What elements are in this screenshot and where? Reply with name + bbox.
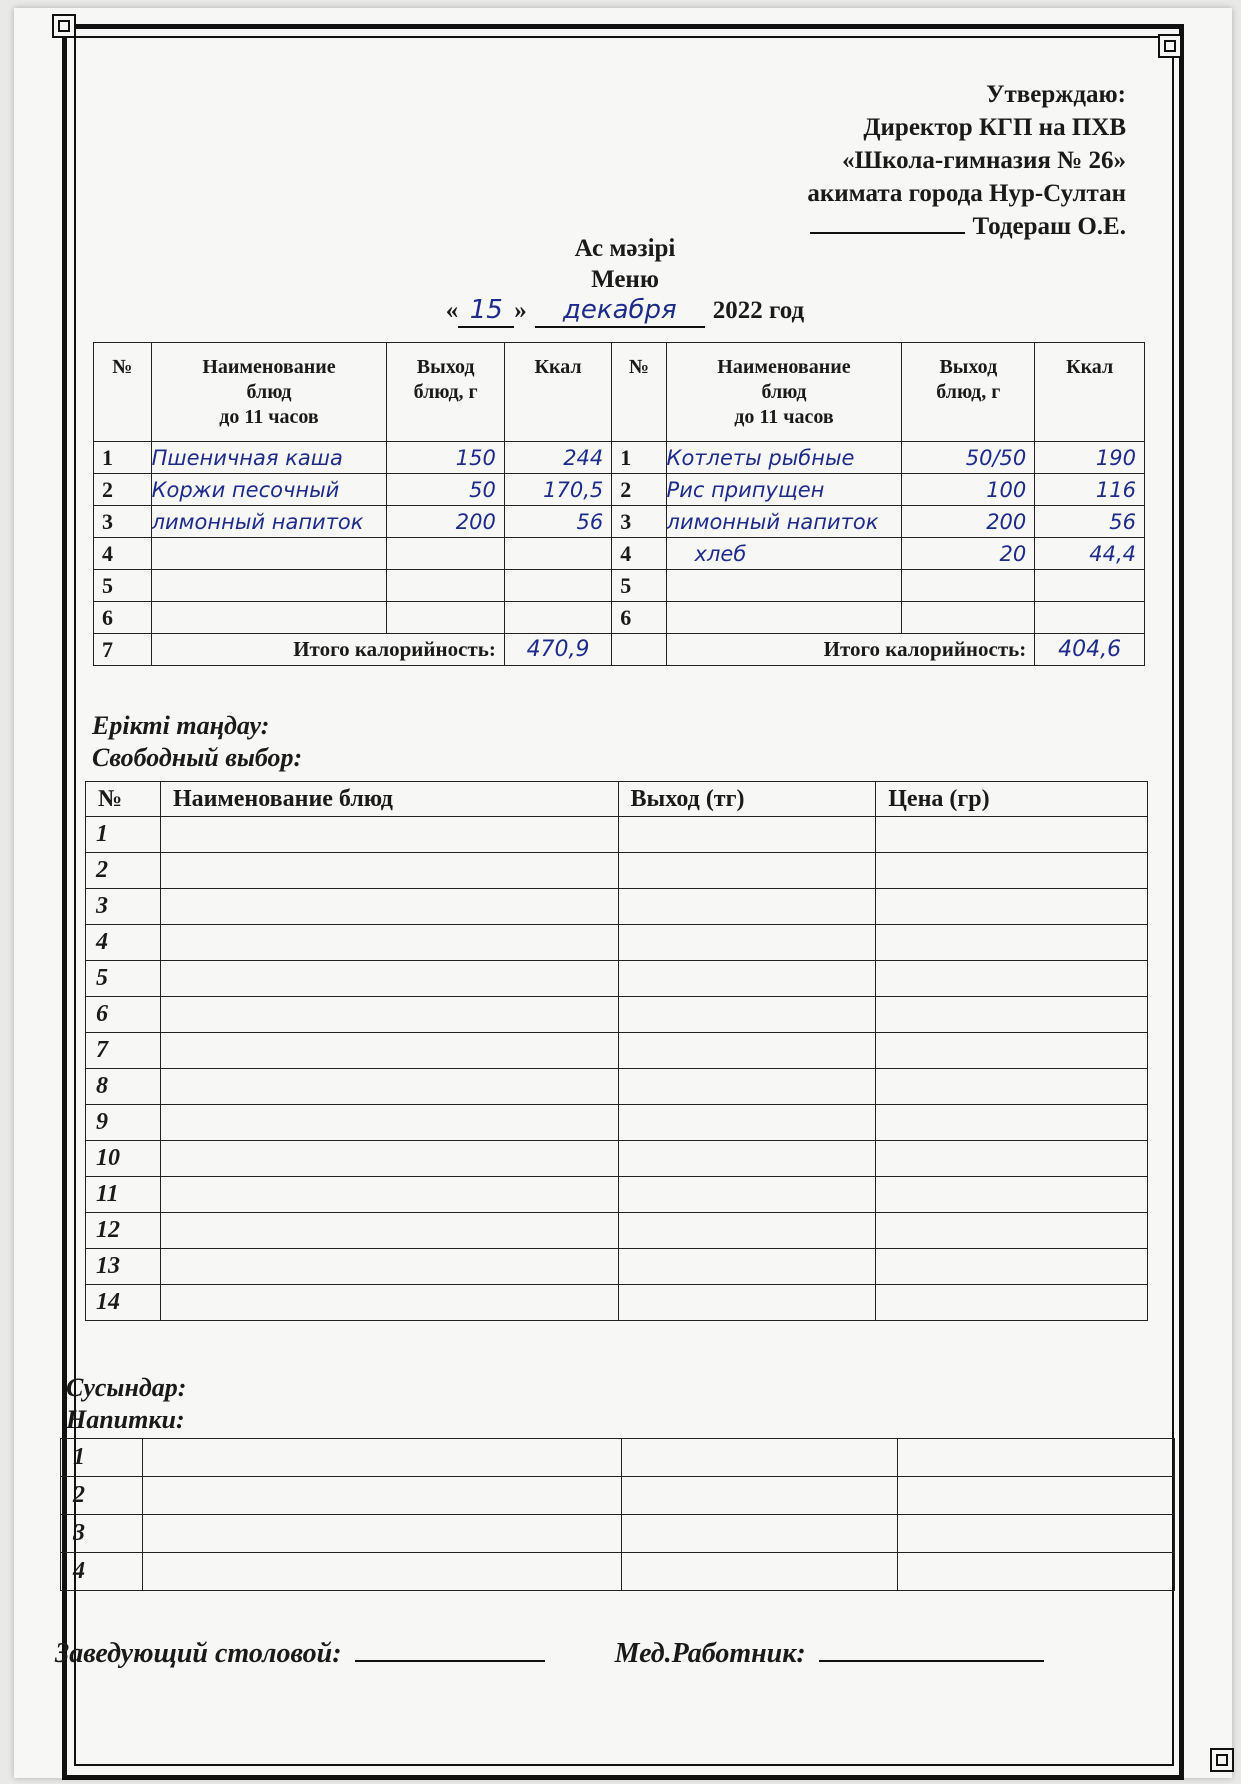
date-month-field <box>535 295 705 328</box>
drinks-title-ru: Напитки: <box>66 1405 185 1434</box>
dish-kcal: 190 <box>1035 442 1145 474</box>
row-number: 3 <box>94 506 152 538</box>
row-number: 4 <box>61 1553 143 1591</box>
dish-output: 20 <box>902 538 1035 570</box>
medic-label: Мед.Работник: <box>614 1638 806 1669</box>
drink-name <box>142 1515 622 1553</box>
table-row <box>86 853 1148 889</box>
free-choice-table <box>85 781 1148 1321</box>
dish-price <box>876 1213 1148 1249</box>
dish-name <box>160 925 618 961</box>
col-header-num: № <box>86 782 161 817</box>
col-header-kcal: Ккал <box>1035 343 1145 442</box>
table-row <box>86 1033 1148 1069</box>
col-header-output: Выход блюд, г <box>902 343 1035 442</box>
drink-output <box>622 1515 898 1553</box>
row-number: 1 <box>61 1439 143 1477</box>
table-row <box>86 1285 1148 1321</box>
col-header-name: Наименование блюд до 11 часов <box>151 343 387 442</box>
date-month: декабря <box>562 295 677 325</box>
dish-name <box>160 1213 618 1249</box>
dish-output: 50 <box>387 474 504 506</box>
date-quote-open: « <box>445 297 459 324</box>
row-number: 11 <box>86 1177 161 1213</box>
row-number: 2 <box>61 1477 143 1515</box>
dish-name: Котлеты рыбные <box>666 442 902 474</box>
dish-name <box>666 602 902 634</box>
dish-name <box>666 570 902 602</box>
dish-name <box>160 1033 618 1069</box>
dish-output <box>387 538 504 570</box>
dish-output <box>387 570 504 602</box>
dish-name <box>160 997 618 1033</box>
row-number: 4 <box>612 538 666 570</box>
dish-name: хлеб <box>666 538 902 570</box>
dish-output <box>618 1141 876 1177</box>
drink-output <box>622 1439 898 1477</box>
dish-output: 100 <box>902 474 1035 506</box>
dish-name: Коржи песочный <box>151 474 387 506</box>
empty-cell <box>612 634 666 666</box>
table-row <box>86 1249 1148 1285</box>
total-label: Итого калорийность: <box>666 634 1035 666</box>
col-header-name: Наименование блюд до 11 часов <box>666 343 902 442</box>
total-kcal-right: 404,6 <box>1035 634 1145 666</box>
dish-kcal <box>1035 570 1145 602</box>
row-number: 2 <box>612 474 666 506</box>
drinks-table <box>60 1438 1175 1591</box>
dish-name <box>151 602 387 634</box>
dish-name <box>160 961 618 997</box>
dish-output <box>618 1213 876 1249</box>
dish-output <box>618 925 876 961</box>
row-number: 6 <box>612 602 666 634</box>
dish-price <box>876 889 1148 925</box>
dish-kcal: 44,4 <box>1035 538 1145 570</box>
row-number: 5 <box>86 961 161 997</box>
drinks-title-kz: Сусындар: <box>66 1373 187 1402</box>
drink-output <box>622 1477 898 1515</box>
dish-name <box>151 538 387 570</box>
row-number: 2 <box>86 853 161 889</box>
dish-name <box>160 1285 618 1321</box>
date-quote-close: » <box>514 297 527 324</box>
dish-kcal <box>504 602 611 634</box>
table-row <box>86 997 1148 1033</box>
col-header-num: № <box>94 343 152 442</box>
menu-table <box>93 342 1145 666</box>
dish-price <box>876 1141 1148 1177</box>
table-row <box>61 1553 1175 1591</box>
free-choice-title <box>92 710 302 774</box>
row-number: 5 <box>94 570 152 602</box>
table-row <box>86 1213 1148 1249</box>
dish-output <box>618 1033 876 1069</box>
table-row <box>94 442 1145 474</box>
row-number: 3 <box>612 506 666 538</box>
canteen-head-label: Заведующий столовой: <box>55 1638 342 1669</box>
row-number: 13 <box>86 1249 161 1285</box>
dish-name <box>160 817 618 853</box>
drink-price <box>898 1515 1175 1553</box>
dish-name <box>151 570 387 602</box>
approval-block <box>606 78 1126 243</box>
title-russian: Меню <box>591 266 659 293</box>
table-row <box>86 1177 1148 1213</box>
dish-price <box>876 1177 1148 1213</box>
menu-table-header <box>94 343 1145 442</box>
dish-price <box>876 1069 1148 1105</box>
dish-output <box>618 1069 876 1105</box>
table-row <box>94 570 1145 602</box>
dish-kcal <box>504 538 611 570</box>
dish-output <box>902 570 1035 602</box>
row-number: 14 <box>86 1285 161 1321</box>
total-kcal-left: 470,9 <box>504 634 611 666</box>
drink-name <box>142 1439 622 1477</box>
date-day-field <box>458 295 514 328</box>
dish-name: лимонный напиток <box>151 506 387 538</box>
col-header-num: № <box>612 343 666 442</box>
dish-kcal <box>1035 602 1145 634</box>
table-row <box>86 1105 1148 1141</box>
dish-output <box>618 997 876 1033</box>
row-number: 3 <box>61 1515 143 1553</box>
canteen-head-signature-line <box>355 1638 545 1662</box>
medic-signature-line <box>819 1638 1044 1662</box>
dish-name <box>160 853 618 889</box>
corner-ornament <box>1210 1748 1234 1772</box>
date-year: 2022 год <box>712 297 805 324</box>
table-row <box>61 1515 1175 1553</box>
dish-kcal <box>504 570 611 602</box>
free-choice-header <box>86 782 1148 817</box>
table-row <box>86 925 1148 961</box>
table-row <box>86 961 1148 997</box>
table-row <box>86 889 1148 925</box>
table-row <box>94 506 1145 538</box>
table-row <box>61 1477 1175 1515</box>
table-row <box>61 1439 1175 1477</box>
col-header-output: Выход блюд, г <box>387 343 504 442</box>
row-number: 6 <box>86 997 161 1033</box>
row-number: 5 <box>612 570 666 602</box>
row-number: 4 <box>94 538 152 570</box>
drinks-title <box>66 1372 186 1436</box>
dish-output <box>902 602 1035 634</box>
row-number: 7 <box>86 1033 161 1069</box>
row-number: 9 <box>86 1105 161 1141</box>
dish-kcal: 56 <box>504 506 611 538</box>
dish-kcal: 244 <box>504 442 611 474</box>
approval-heading: Утверждаю: <box>986 81 1126 108</box>
dish-output: 150 <box>387 442 504 474</box>
dish-output: 200 <box>387 506 504 538</box>
total-label: Итого калорийность: <box>151 634 504 666</box>
col-header-kcal: Ккал <box>504 343 611 442</box>
table-row <box>86 1141 1148 1177</box>
table-row <box>94 474 1145 506</box>
row-number: 6 <box>94 602 152 634</box>
dish-kcal: 116 <box>1035 474 1145 506</box>
table-row <box>86 817 1148 853</box>
approval-school: «Школа-гимназия № 26» <box>842 147 1126 174</box>
date-day: 15 <box>469 295 503 325</box>
table-row <box>86 1069 1148 1105</box>
dish-price <box>876 1249 1148 1285</box>
drink-output <box>622 1553 898 1591</box>
row-number: 10 <box>86 1141 161 1177</box>
dish-price <box>876 925 1148 961</box>
row-number: 8 <box>86 1069 161 1105</box>
dish-price <box>876 961 1148 997</box>
dish-name: Рис припущен <box>666 474 902 506</box>
row-number: 4 <box>86 925 161 961</box>
dish-name <box>160 1177 618 1213</box>
col-header-name: Наименование блюд <box>160 782 618 817</box>
dish-output <box>618 817 876 853</box>
dish-output: 200 <box>902 506 1035 538</box>
dish-kcal: 56 <box>1035 506 1145 538</box>
approval-position: Директор КГП на ПХВ <box>863 114 1126 141</box>
dish-price <box>876 1285 1148 1321</box>
dish-price <box>876 997 1148 1033</box>
drink-name <box>142 1477 622 1515</box>
dish-price <box>876 1033 1148 1069</box>
corner-ornament <box>52 14 76 38</box>
dish-output <box>618 1177 876 1213</box>
dish-output <box>618 889 876 925</box>
dish-kcal: 170,5 <box>504 474 611 506</box>
dish-price <box>876 1105 1148 1141</box>
dish-price <box>876 817 1148 853</box>
table-row <box>94 538 1145 570</box>
dish-name <box>160 1069 618 1105</box>
row-number: 2 <box>94 474 152 506</box>
dish-name: лимонный напиток <box>666 506 902 538</box>
dish-price <box>876 853 1148 889</box>
drink-price <box>898 1553 1175 1591</box>
dish-output <box>618 1249 876 1285</box>
dish-output <box>618 961 876 997</box>
dish-name <box>160 1249 618 1285</box>
title-kazakh: Ас мәзірі <box>574 235 676 262</box>
row-number: 1 <box>86 817 161 853</box>
signature-block <box>55 1638 1135 1670</box>
approval-akimat: акимата города Нур-Султан <box>807 180 1126 207</box>
dish-output: 50/50 <box>902 442 1035 474</box>
row-number: 12 <box>86 1213 161 1249</box>
approval-signer: Тодераш О.Е. <box>972 213 1126 240</box>
menu-title-block <box>440 233 810 328</box>
dish-output <box>387 602 504 634</box>
drink-price <box>898 1477 1175 1515</box>
dish-output <box>618 853 876 889</box>
total-row <box>94 634 1145 666</box>
dish-name <box>160 1141 618 1177</box>
corner-ornament <box>1158 34 1182 58</box>
dish-name <box>160 1105 618 1141</box>
signature-line <box>810 212 965 234</box>
menu-date <box>440 295 810 328</box>
dish-name <box>160 889 618 925</box>
table-row <box>94 602 1145 634</box>
row-number: 1 <box>612 442 666 474</box>
row-number: 7 <box>94 634 152 666</box>
drink-name <box>142 1553 622 1591</box>
dish-name: Пшеничная каша <box>151 442 387 474</box>
row-number: 1 <box>94 442 152 474</box>
free-choice-title-kz: Ерікті таңдау: <box>92 711 270 740</box>
free-choice-title-ru: Свободный выбор: <box>92 743 303 772</box>
drink-price <box>898 1439 1175 1477</box>
col-header-price: Цена (гр) <box>876 782 1148 817</box>
dish-output <box>618 1105 876 1141</box>
col-header-output: Выход (тг) <box>618 782 876 817</box>
dish-output <box>618 1285 876 1321</box>
row-number: 3 <box>86 889 161 925</box>
